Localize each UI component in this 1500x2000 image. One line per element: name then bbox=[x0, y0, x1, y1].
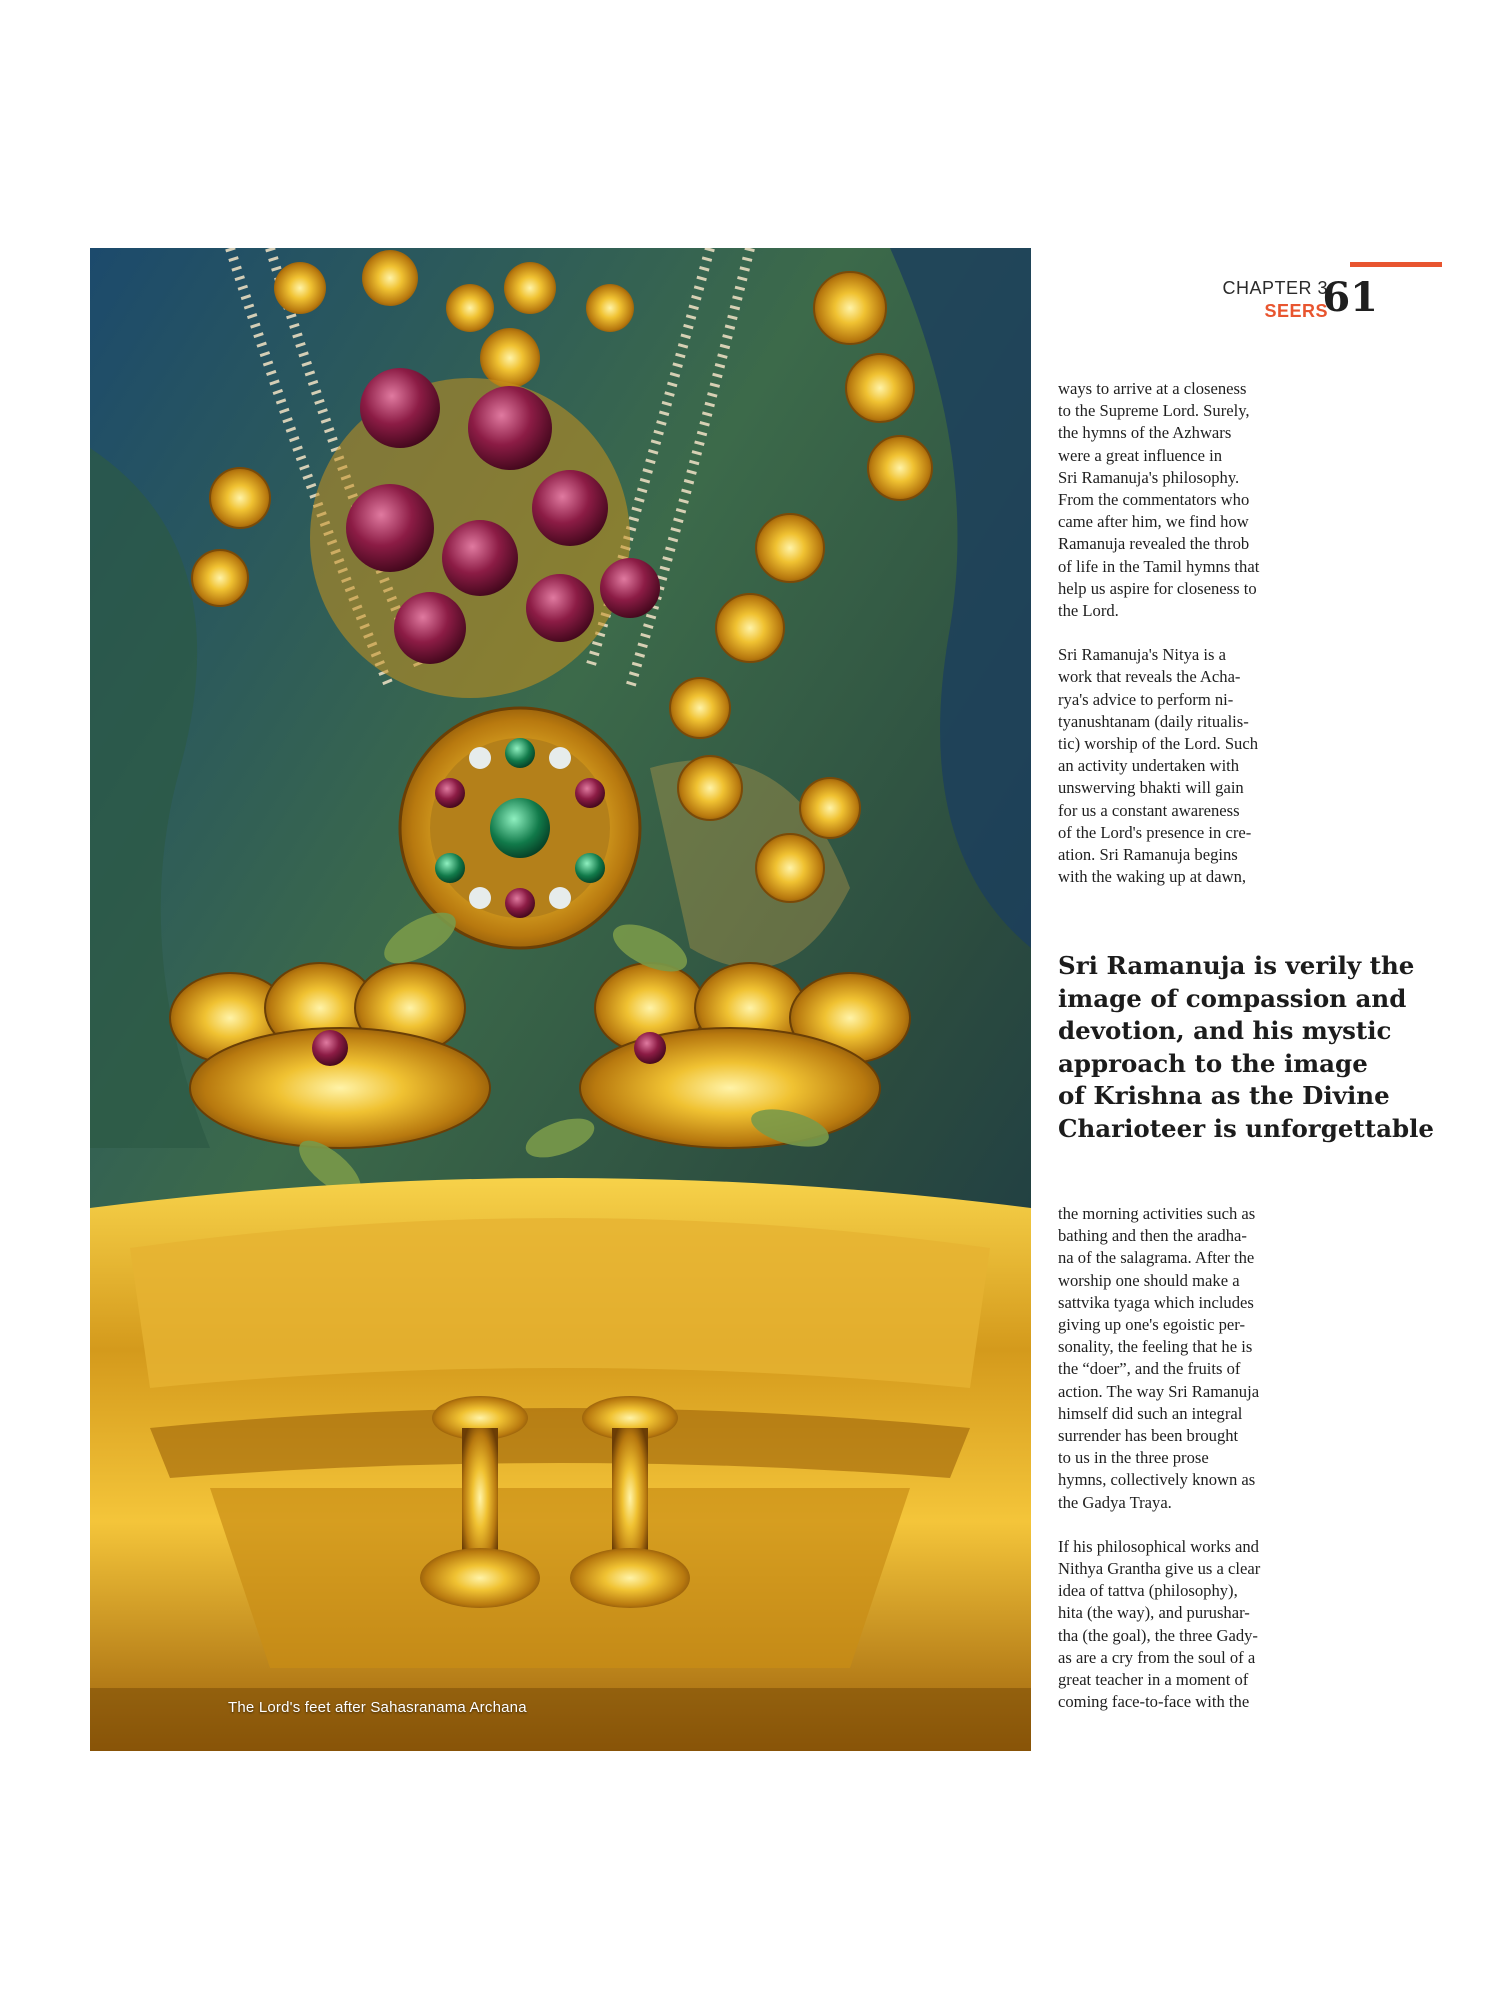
text-line: as are a cry from the soul of a bbox=[1058, 1647, 1256, 1667]
text-line: tha (the goal), the three Gady- bbox=[1058, 1625, 1258, 1645]
text-line: the Lord. bbox=[1058, 601, 1119, 621]
text-line: hita (the way), and purushar- bbox=[1058, 1603, 1250, 1623]
pull-quote-line: devotion, and his mystic bbox=[1058, 1016, 1392, 1045]
text-line: the Gadya Traya. bbox=[1058, 1492, 1172, 1512]
text-line: with the waking up at dawn, bbox=[1058, 867, 1247, 887]
text-line: action. The way Sri Ramanuja bbox=[1058, 1381, 1260, 1401]
body-text-upper bbox=[1058, 378, 1314, 888]
golden-deity-illustration bbox=[90, 248, 1031, 1751]
body-text-lower bbox=[1058, 1203, 1314, 1713]
pull-quote-line: Sri Ramanuja is verily the bbox=[1058, 951, 1415, 980]
text-line: were a great influence in bbox=[1058, 445, 1223, 465]
text-line: bathing and then the aradha- bbox=[1058, 1226, 1247, 1246]
text-line: rya's advice to perform ni- bbox=[1058, 689, 1234, 709]
text-line: came after him, we find how bbox=[1058, 512, 1249, 532]
section-label: SEERS bbox=[1264, 301, 1328, 321]
pull-quote bbox=[1058, 950, 1438, 1145]
text-line: Nithya Grantha give us a clear bbox=[1058, 1559, 1261, 1579]
deity-photo bbox=[90, 248, 1031, 1751]
text-line: unswerving bhakti will gain bbox=[1058, 778, 1244, 798]
text-line: the morning activities such as bbox=[1058, 1204, 1256, 1223]
photo-caption: The Lord's feet after Sahasranama Archana bbox=[228, 1699, 527, 1716]
pull-quote-line: approach to the image bbox=[1058, 1048, 1368, 1078]
text-line: sattvika tyaga which includes bbox=[1058, 1292, 1254, 1312]
text-line: hymns, collectively known as bbox=[1058, 1470, 1256, 1490]
text-line: If his philosophical works and bbox=[1058, 1536, 1259, 1556]
paragraph bbox=[1058, 1536, 1314, 1714]
text-line: help us aspire for closeness to bbox=[1058, 578, 1257, 598]
text-line: giving up one's egoistic per- bbox=[1058, 1315, 1245, 1335]
text-line: tic) worship of the Lord. Such bbox=[1058, 734, 1259, 754]
text-line: na of the salagrama. After the bbox=[1058, 1248, 1255, 1268]
text-line: great teacher in a moment of bbox=[1058, 1670, 1249, 1690]
text-line: surrender has been brought bbox=[1058, 1426, 1239, 1446]
paragraph bbox=[1058, 378, 1314, 622]
text-line: Sri Ramanuja's Nitya is a bbox=[1058, 645, 1226, 665]
pull-quote-line: Charioteer is unforgettable bbox=[1058, 1113, 1434, 1143]
text-line: ation. Sri Ramanuja begins bbox=[1058, 845, 1238, 865]
text-line: tyanushtanam (daily ritualis- bbox=[1058, 711, 1249, 731]
text-line: worship one should make a bbox=[1058, 1270, 1240, 1290]
pull-quote-line: image of compassion and bbox=[1058, 983, 1407, 1013]
text-line: the “doer”, and the fruits of bbox=[1058, 1359, 1241, 1379]
text-line: From the commentators who bbox=[1058, 490, 1250, 510]
text-line: himself did such an integral bbox=[1058, 1403, 1243, 1423]
page-number: 61 bbox=[1322, 274, 1378, 321]
text-line: an activity undertaken with bbox=[1058, 756, 1240, 776]
text-line: work that reveals the Acha- bbox=[1058, 667, 1241, 687]
text-line: to the Supreme Lord. Surely, bbox=[1058, 401, 1250, 421]
pull-quote-line: of Krishna as the Divine bbox=[1058, 1081, 1390, 1110]
paragraph bbox=[1058, 644, 1314, 888]
text-line: the hymns of the Azhwars bbox=[1058, 423, 1232, 443]
text-line: for us a constant awareness bbox=[1058, 800, 1240, 820]
text-line: Ramanuja revealed the throb bbox=[1058, 534, 1250, 554]
paragraph bbox=[1058, 1203, 1314, 1514]
chapter-label: CHAPTER 3 bbox=[1222, 278, 1328, 298]
text-line: Sri Ramanuja's philosophy. bbox=[1058, 467, 1240, 487]
text-line: of life in the Tamil hymns that bbox=[1058, 556, 1260, 576]
text-line: ways to arrive at a closeness bbox=[1058, 379, 1247, 398]
text-line: coming face-to-face with the bbox=[1058, 1692, 1250, 1712]
text-line: to us in the three prose bbox=[1058, 1448, 1209, 1468]
text-line: idea of tattva (philosophy), bbox=[1058, 1581, 1238, 1601]
text-line: of the Lord's presence in cre- bbox=[1058, 822, 1252, 842]
running-header bbox=[1180, 262, 1440, 332]
text-line: sonality, the feeling that he is bbox=[1058, 1337, 1253, 1357]
